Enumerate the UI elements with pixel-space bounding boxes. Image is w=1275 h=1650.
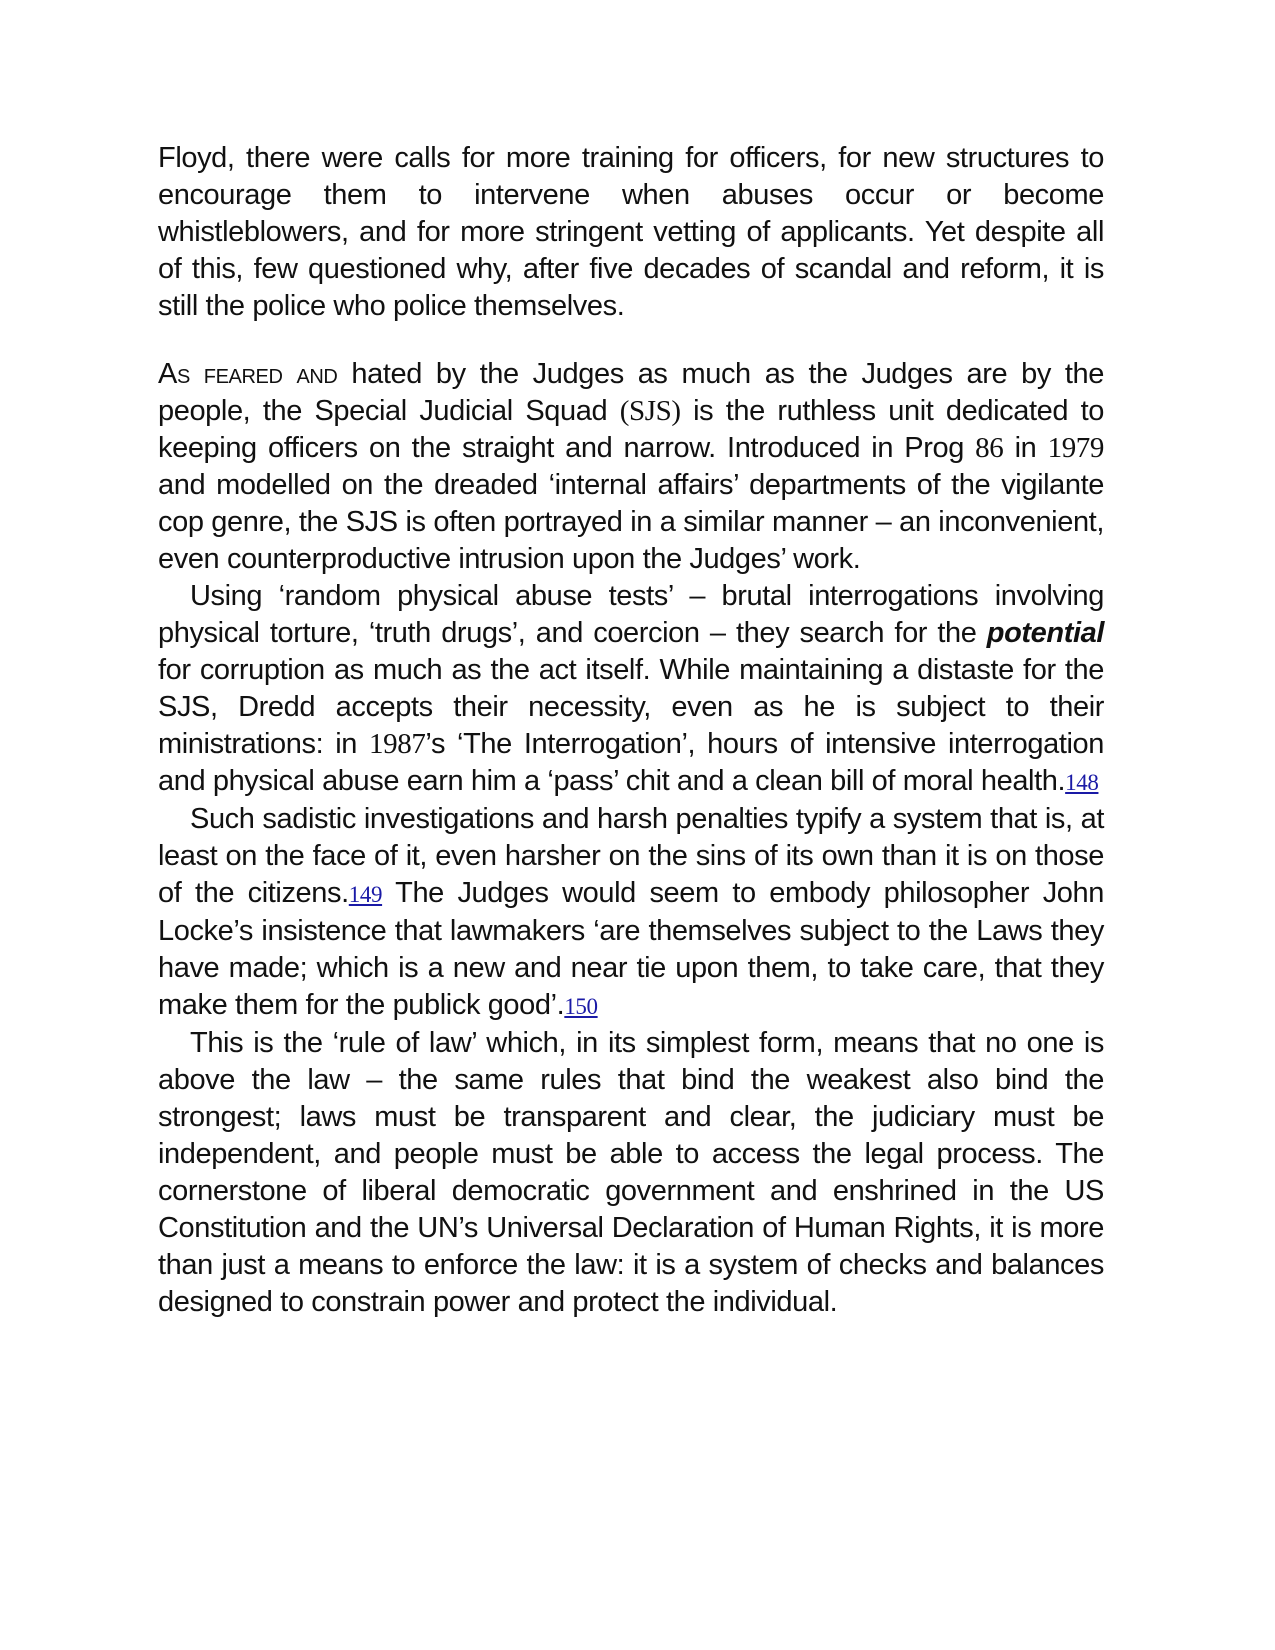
paragraph-text: for corruption as much as the act itself. While maintaining a distaste for the SJS, Dredd accepts their necessity, even as he is subject to their ministrations: in: [158, 654, 1104, 760]
document-page: [158, 140, 1104, 1321]
paragraph-locke: [158, 801, 1104, 1025]
paragraph-abuse-tests: [158, 578, 1104, 801]
paragraph-floyd: Floyd, there were calls for more training for officers, for new structures to encourage them to intervene when abuses occur or become whistleblowers, and for more stringent vetting of applicants. Yet despite all of this, few questioned why, after five decades of scandal and reform, it is still the police who police themselves.: [158, 142, 1104, 322]
footnote-link-149[interactable]: 149: [348, 882, 383, 907]
section-lead-in: As feared and: [158, 358, 338, 390]
emphasis-potential: potential: [986, 617, 1104, 649]
paragraph-sjs-intro: [158, 356, 1104, 578]
footnote-link-148[interactable]: 148: [1065, 770, 1099, 795]
section-break: [158, 325, 1104, 356]
year-number: 1979: [1047, 432, 1104, 464]
footnote-link-150[interactable]: 150: [564, 994, 598, 1019]
abbrev-sjs: (SJS): [619, 395, 681, 427]
paragraph-text: Such sadistic investigations and harsh penalties typify a system that is, at least on the face of it, even harsher on the sins of its own than it is on those of the citizens.: [158, 803, 1104, 909]
paragraph-text: hated by the Judges as much as the Judges are by the people, the Special Judicial Squad: [158, 358, 1104, 427]
year-number: 1987: [369, 728, 426, 760]
prog-number: 86: [975, 432, 1004, 464]
paragraph-text: ’s ‘The Interrogation’, hours of intensive interrogation and physical abuse earn him a ‘pass’ chit and a clean bill of moral health.: [158, 728, 1104, 797]
paragraph-text: is the ruthless unit dedicated to keeping officers on the straight and narrow. Introduced in Prog: [158, 395, 1104, 464]
paragraph-text: Using ‘random physical abuse tests’ – brutal interrogations involving physical torture, ‘truth drugs’, and coercion – they search for the: [158, 580, 1104, 649]
paragraph-text: and modelled on the dreaded ‘internal affairs’ departments of the vigilante cop genre, the SJS is often portrayed in a similar manner – an inconvenient, even counterproductive intrusion upon the Judges’ work.: [158, 469, 1104, 575]
paragraph-text: The Judges would seem to embody philosopher John Locke’s insistence that lawmakers ‘are themselves subject to the Laws they have made; which is a new and near tie upon them, to take care, that they make them for the publick good’.: [158, 877, 1104, 1021]
paragraph-rule-of-law: This is the ‘rule of law’ which, in its simplest form, means that no one is above the law – the same rules that bind the weakest also bind the strongest; laws must be transparent and clear, the judiciary must be independent, and people must be able to access the legal process. The cornerstone of liberal democratic government and enshrined in the US Constitution and the UN’s Universal Declaration of Human Rights, it is more than just a means to enforce the law: it is a system of checks and balances designed to constrain power and protect the individual.: [158, 1027, 1104, 1318]
paragraph-text: in: [1003, 432, 1048, 464]
